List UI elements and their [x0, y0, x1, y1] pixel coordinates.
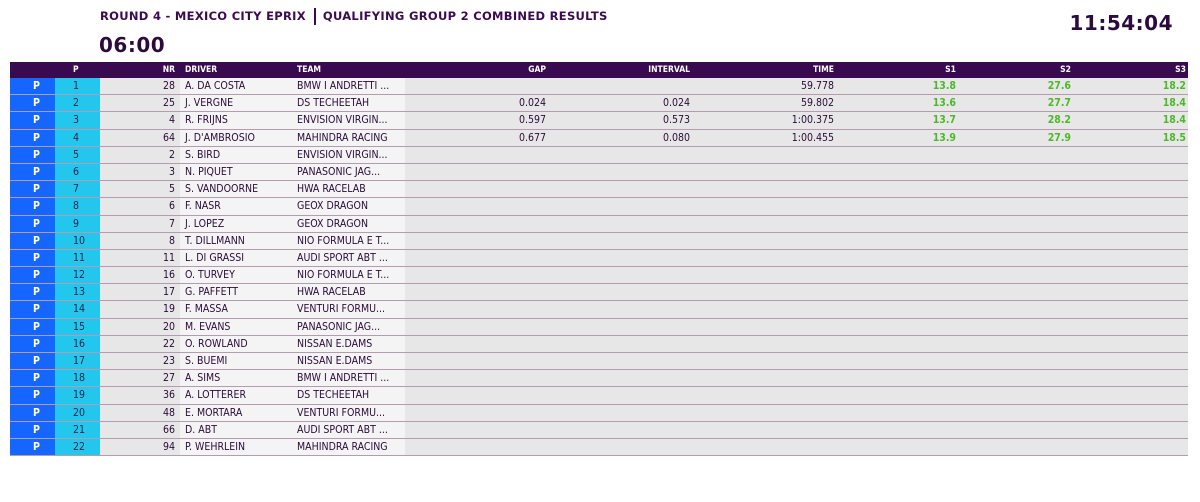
table-row[interactable] — [10, 284, 1188, 301]
table-row[interactable] — [10, 216, 1188, 233]
team-cell: ENVISION VIRGIN... — [293, 112, 405, 128]
car-number-cell: 4 — [168, 114, 175, 127]
interval-cell — [549, 267, 695, 283]
column-header-interval: INTERVAL — [648, 65, 690, 75]
team-cell: PANASONIC JAG... — [293, 164, 405, 180]
driver-cell: D. ABT — [180, 422, 293, 438]
sector3-cell — [1073, 336, 1188, 352]
column-header-time: TIME — [813, 65, 834, 75]
position-cell: 20 — [55, 405, 100, 421]
gap-cell — [405, 301, 549, 317]
driver-cell: A. LOTTERER — [180, 387, 293, 403]
sector3-cell — [1073, 370, 1188, 386]
gap-cell — [405, 164, 549, 180]
status-cell: P — [10, 387, 55, 403]
driver-cell: G. PAFFETT — [180, 284, 293, 300]
lap-time-cell — [695, 216, 840, 232]
team-cell: BMW I ANDRETTI ... — [293, 78, 405, 94]
lap-time-cell — [695, 198, 840, 214]
interval-cell — [549, 164, 695, 180]
sector3-cell: 18.2 — [1162, 80, 1186, 92]
sector1-cell — [840, 405, 958, 421]
car-number-cell: 36 — [162, 389, 175, 402]
table-row[interactable] — [10, 405, 1188, 422]
interval-cell — [549, 78, 695, 94]
sector3-cell — [1073, 147, 1188, 163]
sector2-cell — [958, 198, 1073, 214]
page-header — [0, 0, 1200, 60]
sector2-cell: 27.7 — [1047, 97, 1071, 110]
car-number-cell: 7 — [168, 217, 175, 230]
table-row[interactable] — [10, 198, 1188, 215]
sector2-cell — [958, 439, 1073, 455]
driver-cell: J. LOPEZ — [180, 216, 293, 232]
position-cell: 22 — [55, 439, 100, 455]
status-cell: P — [10, 422, 55, 438]
table-row[interactable] — [10, 336, 1188, 353]
sector3-cell — [1073, 319, 1188, 335]
status-cell: P — [10, 78, 55, 94]
lap-time-cell — [695, 387, 840, 403]
sector2-cell — [958, 353, 1073, 369]
lap-time-cell — [695, 439, 840, 455]
position-cell: 14 — [55, 301, 100, 317]
lap-time-cell — [695, 284, 840, 300]
sector3-cell — [1073, 284, 1188, 300]
sector3-cell: 18.4 — [1162, 97, 1186, 110]
table-row[interactable] — [10, 370, 1188, 387]
sector3-cell — [1073, 198, 1188, 214]
car-number-cell: 19 — [162, 303, 175, 316]
position-cell: 21 — [55, 422, 100, 438]
status-cell: P — [10, 233, 55, 249]
column-header-driver: DRIVER — [185, 65, 218, 75]
sector3-cell: 18.4 — [1162, 114, 1186, 127]
status-cell: P — [10, 336, 55, 352]
team-cell: NISSAN E.DAMS — [293, 336, 405, 352]
driver-cell: S. BUEMI — [180, 353, 293, 369]
interval-cell — [549, 250, 695, 266]
car-number-cell: 3 — [168, 165, 175, 178]
car-number-cell: 66 — [162, 423, 175, 436]
sector1-cell — [840, 301, 958, 317]
car-number-cell: 48 — [162, 406, 175, 419]
status-cell: P — [10, 216, 55, 232]
car-number-cell: 2 — [168, 148, 175, 161]
gap-cell — [405, 233, 549, 249]
car-number-cell: 23 — [162, 355, 175, 367]
car-number-cell: 94 — [162, 440, 175, 453]
table-row[interactable] — [10, 353, 1188, 370]
status-cell: P — [10, 405, 55, 421]
car-number-cell: 11 — [162, 251, 175, 264]
position-cell: 13 — [55, 284, 100, 300]
car-number-cell: 22 — [162, 337, 175, 350]
position-cell: 8 — [55, 198, 100, 214]
sector1-cell — [840, 147, 958, 163]
car-number-cell: 25 — [162, 97, 175, 110]
sector2-cell — [958, 301, 1073, 317]
status-cell: P — [10, 250, 55, 266]
sector3-cell — [1073, 439, 1188, 455]
sector1-cell — [840, 422, 958, 438]
gap-cell — [405, 336, 549, 352]
table-row[interactable] — [10, 387, 1188, 404]
lap-time-cell — [695, 233, 840, 249]
position-cell: 19 — [55, 387, 100, 403]
driver-cell: F. NASR — [180, 198, 293, 214]
driver-cell: P. WEHRLEIN — [180, 439, 293, 455]
lap-time-cell — [695, 422, 840, 438]
sector2-cell — [958, 267, 1073, 283]
column-header-s3: S3 — [1175, 65, 1186, 75]
interval-cell — [549, 319, 695, 335]
lap-time-cell: 1:00.455 — [791, 131, 834, 144]
position-cell: 3 — [55, 112, 100, 128]
position-cell: 1 — [55, 78, 100, 94]
gap-cell — [405, 439, 549, 455]
driver-cell: S. BIRD — [180, 147, 293, 163]
interval-cell — [549, 198, 695, 214]
column-header-team: TEAM — [297, 65, 321, 75]
driver-cell: M. EVANS — [180, 319, 293, 335]
interval-cell: 0.080 — [662, 131, 690, 144]
sector1-cell: 13.8 — [932, 80, 956, 92]
table-row[interactable] — [10, 112, 1188, 129]
sector3-cell — [1073, 233, 1188, 249]
sector2-cell: 27.6 — [1047, 80, 1071, 92]
sector3-cell — [1073, 353, 1188, 369]
gap-cell — [405, 250, 549, 266]
interval-cell: 0.573 — [662, 114, 690, 127]
lap-time-cell: 59.802 — [800, 97, 834, 110]
team-cell: HWA RACELAB — [293, 181, 405, 197]
sector1-cell — [840, 387, 958, 403]
team-cell: AUDI SPORT ABT ... — [293, 422, 405, 438]
column-header-position: P — [73, 65, 79, 75]
sector2-cell — [958, 181, 1073, 197]
lap-time-cell: 59.778 — [800, 80, 834, 92]
team-cell: ENVISION VIRGIN... — [293, 147, 405, 163]
status-cell: P — [10, 164, 55, 180]
interval-cell — [549, 387, 695, 403]
sector3-cell — [1073, 387, 1188, 403]
position-cell: 10 — [55, 233, 100, 249]
table-row[interactable] — [10, 301, 1188, 318]
status-cell: P — [10, 95, 55, 111]
gap-cell — [405, 267, 549, 283]
status-cell: P — [10, 181, 55, 197]
car-number-cell: 28 — [162, 80, 175, 92]
interval-cell — [549, 301, 695, 317]
status-cell: P — [10, 353, 55, 369]
gap-cell — [405, 181, 549, 197]
sector3-cell — [1073, 216, 1188, 232]
sector2-cell — [958, 147, 1073, 163]
car-number-cell: 27 — [162, 372, 175, 385]
gap-cell — [405, 319, 549, 335]
status-cell: P — [10, 370, 55, 386]
table-row[interactable] — [10, 267, 1188, 284]
position-cell: 9 — [55, 216, 100, 232]
table-row[interactable] — [10, 147, 1188, 164]
sector1-cell: 13.9 — [932, 131, 956, 144]
interval-cell — [549, 422, 695, 438]
sector1-cell — [840, 284, 958, 300]
table-row[interactable] — [10, 164, 1188, 181]
sector2-cell — [958, 336, 1073, 352]
lap-time-cell — [695, 301, 840, 317]
sector3-cell: 18.5 — [1162, 131, 1186, 144]
team-cell: VENTURI FORMU... — [293, 405, 405, 421]
sector3-cell — [1073, 250, 1188, 266]
position-cell: 18 — [55, 370, 100, 386]
column-header-s1: S1 — [945, 65, 956, 75]
team-cell: NIO FORMULA E T... — [293, 267, 405, 283]
gap-cell — [405, 198, 549, 214]
lap-time-cell — [695, 164, 840, 180]
sector3-cell — [1073, 181, 1188, 197]
sector3-cell — [1073, 164, 1188, 180]
status-cell: P — [10, 284, 55, 300]
session-title — [100, 7, 608, 25]
position-cell: 2 — [55, 95, 100, 111]
sector1-cell: 13.6 — [932, 97, 956, 110]
status-cell: P — [10, 147, 55, 163]
table-row[interactable] — [10, 233, 1188, 250]
status-cell: P — [10, 439, 55, 455]
sector2-cell — [958, 164, 1073, 180]
lap-time-cell — [695, 353, 840, 369]
column-header-s2: S2 — [1060, 65, 1071, 75]
column-header-gap: GAP — [528, 65, 546, 75]
sector3-cell — [1073, 267, 1188, 283]
lap-time-cell — [695, 250, 840, 266]
interval-cell — [549, 405, 695, 421]
car-number-cell: 17 — [162, 286, 175, 299]
gap-cell — [405, 422, 549, 438]
table-row[interactable] — [10, 319, 1188, 336]
status-cell: P — [10, 267, 55, 283]
status-cell: P — [10, 112, 55, 128]
position-cell: 17 — [55, 353, 100, 369]
gap-cell — [405, 387, 549, 403]
sector3-cell — [1073, 422, 1188, 438]
table-row[interactable] — [10, 78, 1188, 95]
sector2-cell — [958, 370, 1073, 386]
gap-cell — [405, 284, 549, 300]
driver-cell: T. DILLMANN — [180, 233, 293, 249]
team-cell: MAHINDRA RACING — [293, 439, 405, 455]
interval-cell — [549, 336, 695, 352]
position-cell: 11 — [55, 250, 100, 266]
sector1-cell — [840, 181, 958, 197]
column-header-number: NR — [162, 65, 175, 75]
sector1-cell — [840, 370, 958, 386]
team-cell: NISSAN E.DAMS — [293, 353, 405, 369]
table-row[interactable] — [10, 422, 1188, 439]
table-body — [10, 78, 1188, 456]
sector1-cell — [840, 336, 958, 352]
lap-time-cell — [695, 319, 840, 335]
sector1-cell — [840, 250, 958, 266]
interval-cell — [549, 216, 695, 232]
status-cell: P — [10, 130, 55, 146]
table-row[interactable] — [10, 130, 1188, 147]
clock-time: 11:54:04 — [1069, 11, 1173, 35]
gap-cell — [405, 147, 549, 163]
driver-cell: O. TURVEY — [180, 267, 293, 283]
position-cell: 16 — [55, 336, 100, 352]
gap-cell — [405, 370, 549, 386]
driver-cell: J. VERGNE — [180, 95, 293, 111]
team-cell: GEOX DRAGON — [293, 198, 405, 214]
status-cell: P — [10, 319, 55, 335]
sector3-cell — [1073, 301, 1188, 317]
team-cell: AUDI SPORT ABT ... — [293, 250, 405, 266]
sector2-cell: 28.2 — [1047, 114, 1071, 127]
gap-cell — [405, 353, 549, 369]
sector3-cell — [1073, 405, 1188, 421]
team-cell: BMW I ANDRETTI ... — [293, 370, 405, 386]
sector2-cell — [958, 284, 1073, 300]
interval-cell: 0.024 — [662, 97, 690, 110]
sector2-cell — [958, 387, 1073, 403]
sector1-cell — [840, 233, 958, 249]
sector1-cell — [840, 439, 958, 455]
team-cell: PANASONIC JAG... — [293, 319, 405, 335]
driver-cell: A. SIMS — [180, 370, 293, 386]
driver-cell: J. D'AMBROSIO — [180, 130, 293, 146]
car-number-cell: 5 — [168, 183, 175, 196]
table-row[interactable] — [10, 181, 1188, 198]
position-cell: 15 — [55, 319, 100, 335]
sector1-cell — [840, 198, 958, 214]
sector1-cell — [840, 216, 958, 232]
driver-cell: O. ROWLAND — [180, 336, 293, 352]
gap-cell — [405, 216, 549, 232]
sector2-cell — [958, 422, 1073, 438]
car-number-cell: 8 — [168, 234, 175, 247]
driver-cell: A. DA COSTA — [180, 78, 293, 94]
lap-time-cell — [695, 405, 840, 421]
sector2-cell — [958, 250, 1073, 266]
table-row[interactable] — [10, 250, 1188, 267]
event-title: ROUND 4 - MEXICO CITY EPRIX — [100, 9, 306, 23]
position-cell: 7 — [55, 181, 100, 197]
results-table — [10, 62, 1188, 456]
lap-time-cell — [695, 336, 840, 352]
sector2-cell — [958, 233, 1073, 249]
interval-cell — [549, 181, 695, 197]
sector1-cell — [840, 164, 958, 180]
interval-cell — [549, 147, 695, 163]
lap-time-cell — [695, 147, 840, 163]
driver-cell: L. DI GRASSI — [180, 250, 293, 266]
interval-cell — [549, 353, 695, 369]
lap-time-cell — [695, 267, 840, 283]
interval-cell — [549, 284, 695, 300]
team-cell: GEOX DRAGON — [293, 216, 405, 232]
interval-cell — [549, 370, 695, 386]
gap-cell — [405, 405, 549, 421]
session-subtitle: QUALIFYING GROUP 2 COMBINED RESULTS — [322, 9, 608, 23]
sector1-cell — [840, 267, 958, 283]
status-cell: P — [10, 198, 55, 214]
driver-cell: E. MORTARA — [180, 405, 293, 421]
sector2-cell: 27.9 — [1047, 131, 1071, 144]
driver-cell: R. FRIJNS — [180, 112, 293, 128]
sector2-cell — [958, 216, 1073, 232]
team-cell: DS TECHEETAH — [293, 387, 405, 403]
status-cell: P — [10, 301, 55, 317]
sector2-cell — [958, 319, 1073, 335]
position-cell: 4 — [55, 130, 100, 146]
position-cell: 12 — [55, 267, 100, 283]
table-row[interactable] — [10, 95, 1188, 112]
team-cell: MAHINDRA RACING — [293, 130, 405, 146]
sector2-cell — [958, 405, 1073, 421]
position-cell: 6 — [55, 164, 100, 180]
gap-cell — [405, 78, 549, 94]
team-cell: HWA RACELAB — [293, 284, 405, 300]
sector1-cell — [840, 319, 958, 335]
car-number-cell: 20 — [162, 320, 175, 333]
table-header — [10, 62, 1188, 78]
gap-cell: 0.024 — [518, 97, 546, 110]
position-cell: 5 — [55, 147, 100, 163]
title-divider — [314, 8, 316, 25]
sector1-cell — [840, 353, 958, 369]
column-header-status — [10, 62, 55, 78]
driver-cell: N. PIQUET — [180, 164, 293, 180]
car-number-cell: 6 — [168, 200, 175, 213]
interval-cell — [549, 439, 695, 455]
lap-time-cell: 1:00.375 — [791, 114, 834, 127]
team-cell: VENTURI FORMU... — [293, 301, 405, 317]
interval-cell — [549, 233, 695, 249]
driver-cell: S. VANDOORNE — [180, 181, 293, 197]
lap-time-cell — [695, 181, 840, 197]
team-cell: DS TECHEETAH — [293, 95, 405, 111]
driver-cell: F. MASSA — [180, 301, 293, 317]
table-row[interactable] — [10, 439, 1188, 456]
sector1-cell: 13.7 — [932, 114, 956, 127]
gap-cell: 0.677 — [518, 131, 546, 144]
car-number-cell: 16 — [162, 269, 175, 282]
gap-cell: 0.597 — [518, 114, 546, 127]
lap-time-cell — [695, 370, 840, 386]
session-countdown: 06:00 — [99, 33, 166, 57]
team-cell: NIO FORMULA E T... — [293, 233, 405, 249]
car-number-cell: 64 — [162, 131, 175, 144]
